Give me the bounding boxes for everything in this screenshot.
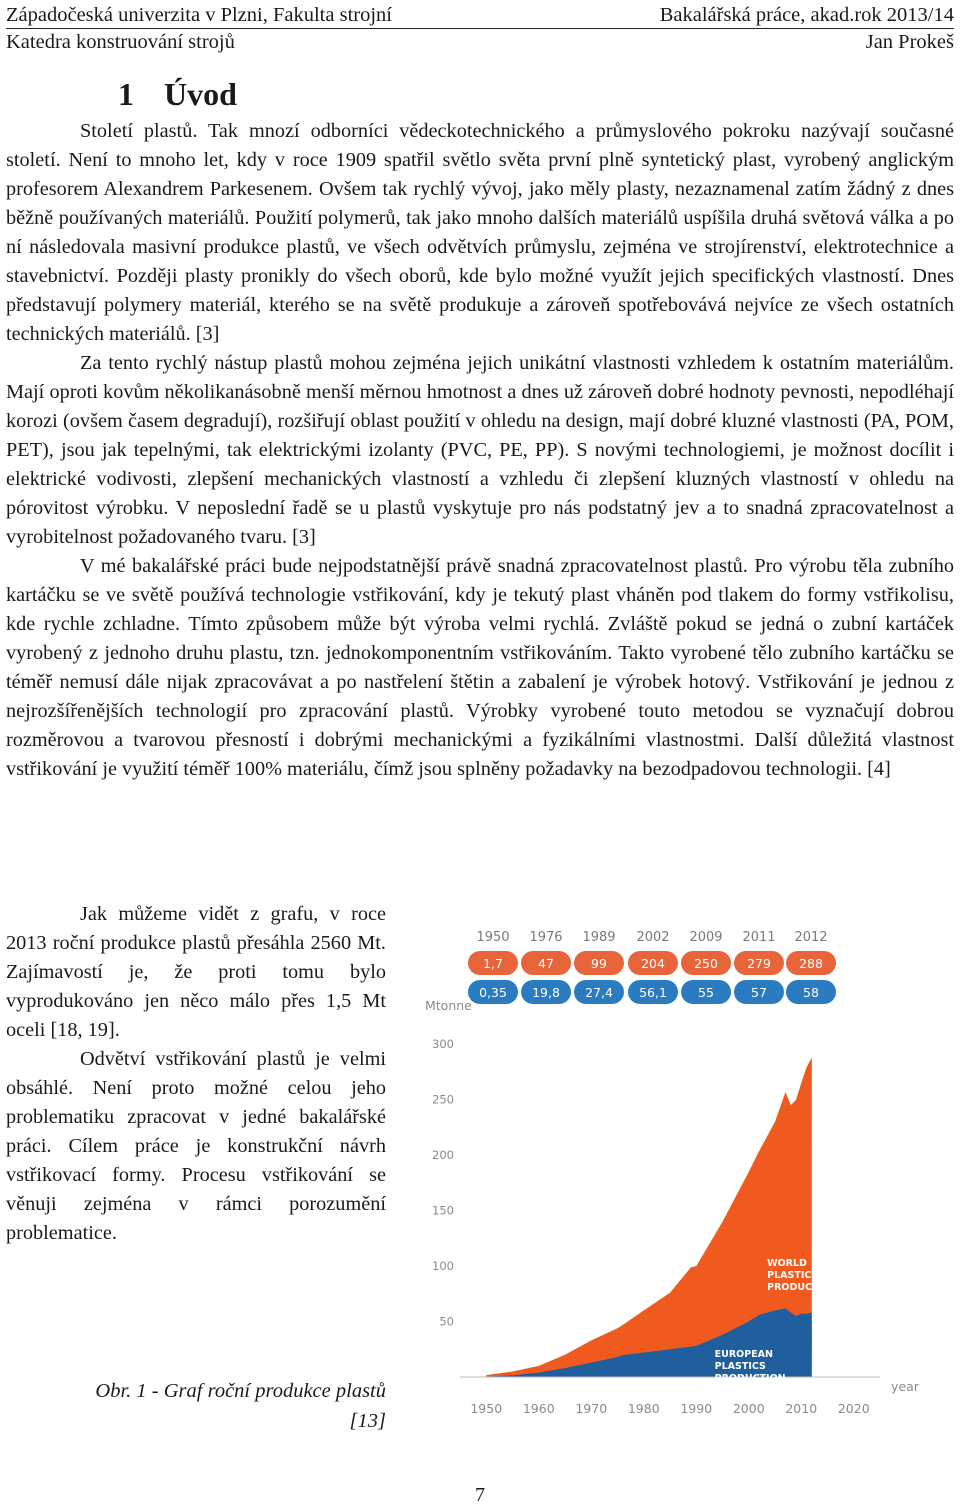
y-tick-label: 150: [432, 1203, 454, 1218]
x-tick-label: 1960: [522, 1401, 555, 1416]
y-tick-label: 300: [432, 1037, 454, 1052]
section-number: 1: [118, 76, 134, 112]
table-year-label: 1989: [582, 930, 616, 945]
table-year-label: 2011: [742, 930, 776, 945]
header-rule: [6, 28, 954, 29]
world-value-label: 99: [591, 956, 607, 971]
x-tick-label: 2020: [837, 1401, 870, 1416]
caption-citation: [13]: [349, 1410, 386, 1432]
europe-value-label: 57: [751, 985, 767, 1000]
paragraph: Za tento rychlý nástup plastů mohou zejména jejich unikátní vlastnosti vzhledem k ostatním materiálům. Mají oproti kovům několikanásobně menší měrnou hmotnost a dnes už zároveň dobré hodnoty pevnosti, nepodléhají korozi (ovšem časem degradují), rozšiřují oblast použití v ohledu na design, mají dobré kluzné vlastnosti (PA, POM, PET), jsou jak tepelnými, tak elektrickými izolanty (PVC, PE, PP). S novými technologiemi, je možnost docílit i elektrické vodivosti, zlepšení mechanických vlastností a vzhledu či zlepšení kluzných vlastností v ohledu na pórovitost výrobku. V neposlední řadě se u plastů vyskytuje pro nás podstatný jev a to snadná zpracovatelnost a vyrobitelnost požadovaného tvaru. [3]: [6, 352, 954, 548]
section-heading: [118, 74, 237, 114]
world-value-label: 1,7: [483, 956, 503, 971]
europe-value-label: 0,35: [479, 985, 507, 1000]
europe-series-label: PRODUCTION: [714, 1373, 786, 1385]
header-university: Západočeská univerzita v Plzni, Fakulta strojní: [6, 4, 392, 26]
paragraph: V mé bakalářské práci bude nejpodstatnější právě snadná zpracovatelnost plastů. Pro výrobu těla zubního kartáčku se ve světě používá technologie vstřikování, kdy je tekutý plast vháněn pod tlakem do formy vstřikolisu, kde rychle zchladne. Tímto způsobem může být výroba velmi rychlá. Zvláště pokud se jedná o zubní kartáček vyrobený z jednoho druhu plastu, tzn. jednokomponentním vstřikováním. Takto vyrobené tělo zubního kartáčku se téměř nemusí dále nijak zpracovávat a po nastřelení štětin a zabalení je výrobek hotový. Vstřikování je jednou z nejrozšířenějších technologií pro zpracování plastů. Výrobky vyrobené touto metodou se vyznačují dobrou rozměrovou a tvarovou přesností i dobrými mechanickými a fyzikálními vlastnostmi. Další důležitá vlastnost vstřikování je využití téměř 100% materiálu, čímž jsou splněny požadavky na bezodpadovou technologii. [4]: [6, 555, 954, 780]
europe-value-label: 19,8: [532, 985, 560, 1000]
x-tick-label: 2000: [732, 1401, 765, 1416]
body-text: [6, 117, 954, 784]
y-tick-label: 200: [432, 1148, 454, 1163]
world-series-label: PRODUCTION: [767, 1282, 839, 1294]
europe-value-label: 27,4: [585, 985, 613, 1000]
world-series-label: PLASTICS: [767, 1270, 819, 1282]
header-department: Katedra konstruování strojů: [6, 31, 235, 53]
table-year-label: 1976: [529, 930, 563, 945]
caption-text: Obr. 1 - Graf roční produkce plastů: [95, 1380, 386, 1402]
x-tick-label: 2010: [785, 1401, 818, 1416]
world-value-label: 47: [538, 956, 554, 971]
side-paragraph: Jak můžeme vidět z grafu, v roce 2013 roční produkce plastů přesáhla 2560 Mt. Zajímavostí je, že proti tomu bylo vyprodukováno jen něco málo přes 1,5 Mt oceli [18, 19].: [6, 903, 386, 1041]
header-thesis-info: Bakalářská práce, akad.rok 2013/14: [659, 4, 954, 26]
section-title: Úvod: [164, 76, 237, 112]
x-tick-label: 1980: [627, 1401, 660, 1416]
y-tick-label: 50: [439, 1314, 454, 1329]
chart-svg: [405, 917, 955, 1417]
x-axis-title: year: [891, 1379, 919, 1394]
side-text: [6, 900, 386, 1248]
europe-value-label: 56,1: [639, 985, 667, 1000]
figure-caption: [6, 1376, 386, 1436]
world-series-label: WORLD: [767, 1258, 807, 1270]
table-year-label: 1950: [476, 930, 510, 945]
table-year-label: 2002: [636, 930, 670, 945]
europe-series-label: EUROPEAN: [714, 1349, 773, 1361]
page-number: 7: [475, 1484, 485, 1506]
world-value-label: 250: [694, 956, 718, 971]
y-tick-label: 250: [432, 1092, 454, 1107]
europe-value-label: 58: [803, 985, 819, 1000]
world-value-label: 204: [641, 956, 665, 971]
paragraph: Století plastů. Tak mnozí odborníci vědeckotechnického a průmyslového pokroku nazývají současné století. Není to mnoho let, kdy v roce 1909 spatřil světlo světa první plně syntetický plast, vyrobený anglickým profesorem Alexandrem Parkesenem. Ovšem tak rychlý vývoj, jako měly plasty, nezaznamenal zatím žádný z dnes běžně používaných materiálů. Použití polymerů, tak jako mnoho dalších materiálů uspíšila druhá světová válka a po ní následovala masivní produkce plastů, ve všech odvětvích průmyslu, zejména ve strojírenství, elektrotechnice a stavebnictví. Později plasty pronikly do všech oborů, kde bylo možné využít jejich specifických vlastností. Dnes představují polymery materiál, kterého se na světě produkuje a zároveň spotřebovává nejvíce ze všech ostatních technických materiálů. [3]: [6, 120, 954, 345]
y-tick-label: 100: [432, 1259, 454, 1274]
production-chart: [405, 917, 955, 1417]
y-axis-title: Mtonne: [425, 998, 472, 1013]
x-tick-label: 1990: [680, 1401, 713, 1416]
europe-series-label: PLASTICS: [714, 1361, 766, 1373]
world-value-label: 288: [799, 956, 823, 971]
side-paragraph: Odvětví vstřikování plastů je velmi obsáhlé. Není proto možné celou jeho problematiku zpracovat v jedné bakalářské práci. Cílem práce je konstrukční návrh vstřikovací formy. Procesu vstřikování se věnuji zejména v rámci porozumění problematice.: [6, 1048, 386, 1244]
world-value-label: 279: [747, 956, 771, 971]
europe-value-label: 55: [698, 985, 714, 1000]
page-header: [6, 2, 954, 56]
header-author: Jan Prokeš: [865, 31, 954, 53]
x-tick-label: 1950: [470, 1401, 503, 1416]
table-year-label: 2012: [794, 930, 828, 945]
table-year-label: 2009: [689, 930, 723, 945]
x-tick-label: 1970: [575, 1401, 608, 1416]
